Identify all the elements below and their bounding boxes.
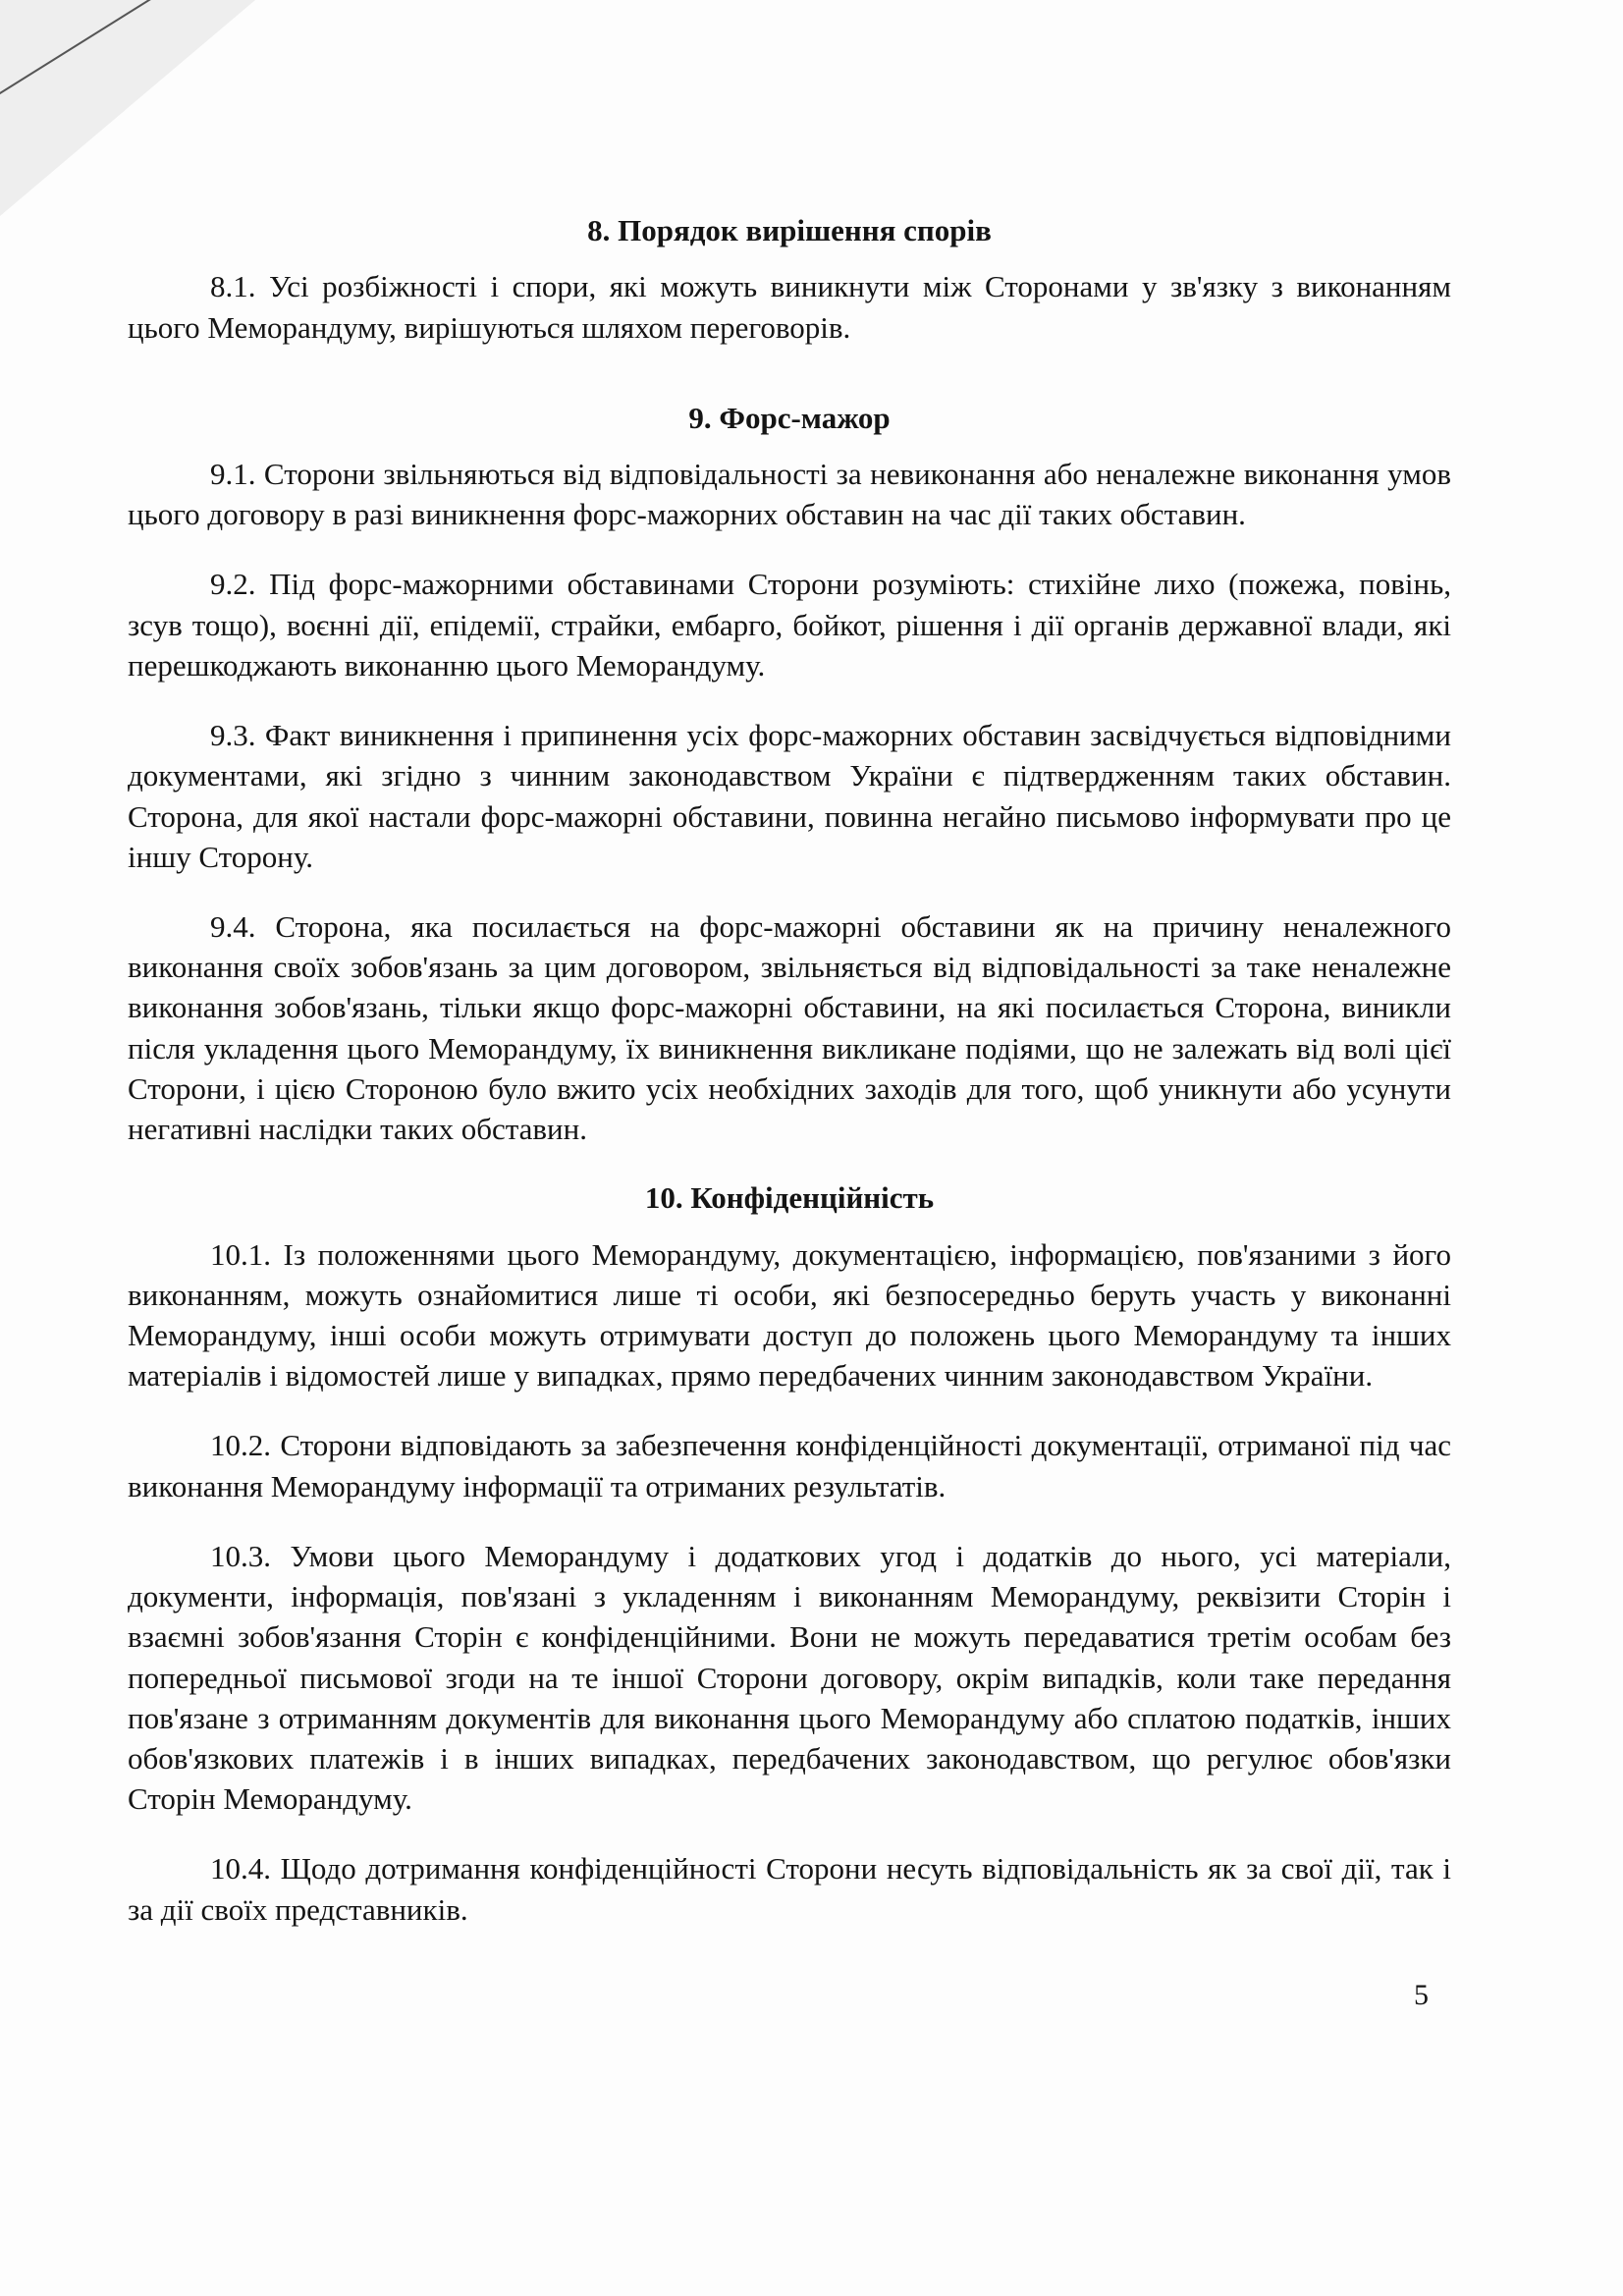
clause-9-3: 9.3. Факт виникнення і припинення усіх форс-мажорних обставин засвідчується відповідними документами, які згідно з чинним законодавством України є підтвердженням таких обставин. Сторона, для якої настали форс-мажорні обставини, повинна негайно письмово інформувати про це іншу Сторону. — [128, 718, 1451, 874]
section-title: 10. Конфіденційність — [644, 1180, 935, 1216]
clause-10-3: 10.3. Умови цього Меморандуму і додаткових угод і додатків до нього, усі матеріали, документи, інформація, пов'язані з укладенням і виконанням Меморандуму, реквізити Сторін і взаємні зобов'язання Сторін є конфіденційними. Вони не можуть передаватися третім особам без попередньої письмової згоди на те іншої Сторони договору, окрім випадків, коли таке передання пов'язане з отриманням документів для виконання цього Меморандуму або сплатою податків, інших обов'язкових платежів і в інших випадках, передбачених законодавством, що регулює обов'язки Сторін Меморандуму. — [128, 1538, 1451, 1817]
section-dispute-resolution — [128, 211, 1451, 348]
section-confidentiality — [128, 1178, 1451, 1930]
folded-corner — [0, 0, 255, 216]
page-number: 5 — [1414, 1979, 1429, 2011]
section-title: 8. Порядок вирішення спорів — [587, 213, 992, 247]
clause-10-1: 10.1. Із положеннями цього Меморандуму, документацією, інформацією, пов'язаними з його виконанням, можуть ознайомитися лише ті особи, які безпосередньо беруть участь у виконанні Меморандуму, інші особи можуть отримувати доступ до положень цього Меморандуму та інших матеріалів і відомостей лише у випадках, прямо передбачених чинним законодавством України. — [128, 1236, 1451, 1394]
clause-8-1: 8.1. Усі розбіжності і спори, які можуть виникнути між Сторонами у зв'язку з виконанням цього Меморандуму, вирішуються шляхом переговорів. — [128, 269, 1451, 345]
section-force-majeure — [128, 399, 1451, 1150]
clause-10-4: 10.4. Щодо дотримання конфіденційності Сторони несуть відповідальність як за свої дії, так і за дії своїх представників. — [128, 1851, 1451, 1927]
section-title: 9. Форс-мажор — [688, 400, 891, 435]
clause-9-4: 9.4. Сторона, яка посилається на форс-мажорні обставини як на причину неналежного виконання своїх зобов'язань за цим договором, звільняється від відповідальності за таке неналежне виконання зобов'язань, тільки якщо форс-мажорні обставини, на які посилається Сторона, виникли після укладення цього Меморандуму, їх виникнення викликане подіями, що не залежать від волі цієї Сторони, і цією Стороною було вжито усіх необхідних заходів для того, щоб уникнути або усунути негативні наслідки таких обставин. — [128, 909, 1451, 1147]
clause-10-2: 10.2. Сторони відповідають за забезпечення конфіденційності документації, отриманої під час виконання Меморандуму інформації та отриманих результатів. — [128, 1428, 1451, 1503]
clause-9-1: 9.1. Сторони звільняються від відповідальності за невиконання або неналежне виконання умов цього договору в разі виникнення форс-мажорних обставин на час дії таких обставин. — [128, 457, 1451, 532]
clause-9-2: 9.2. Під форс-мажорними обставинами Сторони розуміють: стихійне лихо (пожежа, повінь, зсув тощо), воєнні дії, епідемії, страйки, ембарго, бойкот, рішення і дії органів державної влади, які перешкоджають виконанню цього Меморандуму. — [128, 567, 1451, 683]
document-body — [128, 211, 1451, 1959]
